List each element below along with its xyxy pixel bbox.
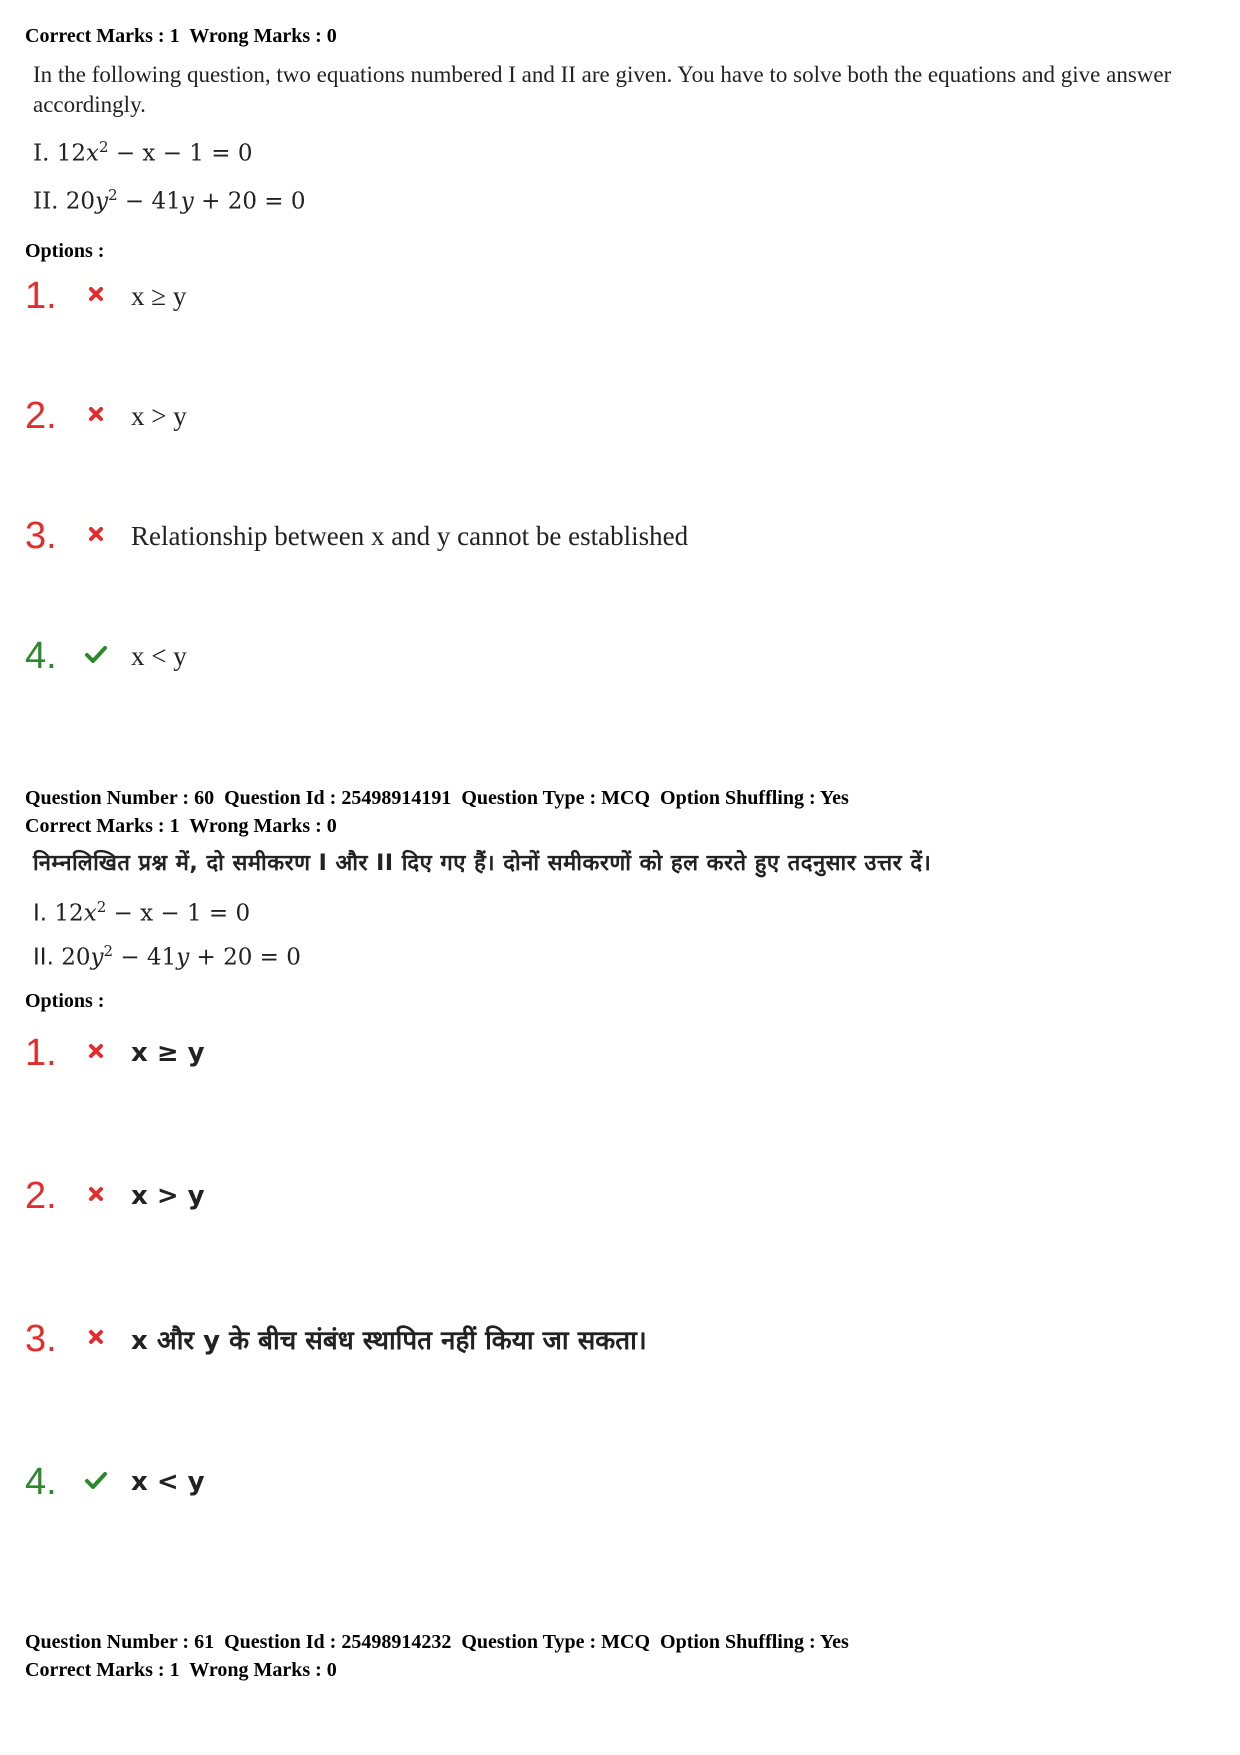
eq-mid: − 41 <box>117 188 181 215</box>
check-icon <box>81 1471 111 1494</box>
option-number: 4. <box>25 1460 57 1503</box>
q59-marks: Correct Marks : 1 Wrong Marks : 0 <box>25 25 337 47</box>
eq-label: II. <box>33 188 59 215</box>
option-number: 4. <box>25 634 57 677</box>
option-number: 3. <box>25 1317 57 1360</box>
option-number: 1. <box>25 274 57 317</box>
q61-marks: Correct Marks : 1 Wrong Marks : 0 <box>25 1659 337 1681</box>
option-text: Relationship between x and y cannot be established <box>131 520 689 551</box>
eq-mid: − 41 <box>113 944 177 971</box>
cross-icon <box>81 1329 111 1350</box>
option-number: 2. <box>25 1174 57 1217</box>
q59-option-4[interactable] <box>25 633 187 679</box>
q60-equation-1: I. $12x^2 - x - 1 = 0$ <box>33 898 251 927</box>
option-number: 2. <box>25 394 57 437</box>
q60-question-text: निम्नलिखित प्रश्न में, दो समीकरण I और II दिए गए हैं। दोनों समीकरणों को हल करते हुए तदनुसार उत्तर दें। <box>33 851 932 876</box>
q60-option-3[interactable] <box>25 1316 647 1362</box>
option-text: x < y <box>131 640 187 671</box>
option-number: 3. <box>25 514 57 557</box>
cross-icon <box>81 1186 111 1207</box>
q59-equation-1: I. $12x^2 - x - 1 = 0$ <box>33 138 253 167</box>
eq-label: I. <box>33 900 48 927</box>
q60-option-1[interactable] <box>25 1030 205 1076</box>
check-icon <box>81 645 111 668</box>
cross-icon <box>81 406 111 427</box>
q59-option-2[interactable] <box>25 393 187 439</box>
eq-coef: 12 <box>54 900 84 927</box>
option-text: x > y <box>131 1181 205 1211</box>
q60-option-2[interactable] <box>25 1173 205 1219</box>
option-text: x < y <box>131 1467 205 1497</box>
option-text: x ≥ y <box>131 1038 205 1068</box>
eq-coef: 20 <box>61 944 91 971</box>
q61-header: Question Number : 61 Question Id : 25498914232 Question Type : MCQ Option Shuffling : Yes <box>25 1631 849 1653</box>
cross-icon <box>81 286 111 307</box>
q60-equation-2: II. $20y^2 - 41y + 20 = 0$ <box>33 942 301 971</box>
option-text: x ≥ y <box>131 280 187 311</box>
eq-coef: 12 <box>56 140 86 167</box>
q59-options-label: Options : <box>25 240 105 262</box>
q59-question-text: In the following question, two equations numbered I and II are given. You have to solve both the equations and give answer accordingly. <box>33 62 1172 117</box>
q59-equation-2: II. $20y^2 - 41y + 20 = 0$ <box>33 186 306 215</box>
q60-options-label: Options : <box>25 990 105 1012</box>
eq-rest: + 20 = 0 <box>193 188 306 215</box>
eq-label: I. <box>33 140 50 167</box>
q60-marks: Correct Marks : 1 Wrong Marks : 0 <box>25 815 337 837</box>
eq-rest: + 20 = 0 <box>189 944 301 971</box>
option-number: 1. <box>25 1031 57 1074</box>
cross-icon <box>81 1043 111 1064</box>
eq-rest: − x − 1 = 0 <box>106 900 251 927</box>
option-text: x > y <box>131 400 187 431</box>
q59-option-1[interactable] <box>25 273 186 319</box>
eq-label: II. <box>33 944 54 971</box>
option-text: x और y के बीच संबंध स्थापित नहीं किया जा सकता। <box>131 1326 647 1356</box>
q60-option-4[interactable] <box>25 1459 205 1505</box>
eq-coef: 20 <box>65 188 96 215</box>
cross-icon <box>81 526 111 547</box>
eq-rest: − x − 1 = 0 <box>108 140 253 167</box>
q60-header: Question Number : 60 Question Id : 25498914191 Question Type : MCQ Option Shuffling : Yes <box>25 787 849 809</box>
q59-option-3[interactable] <box>25 513 688 559</box>
